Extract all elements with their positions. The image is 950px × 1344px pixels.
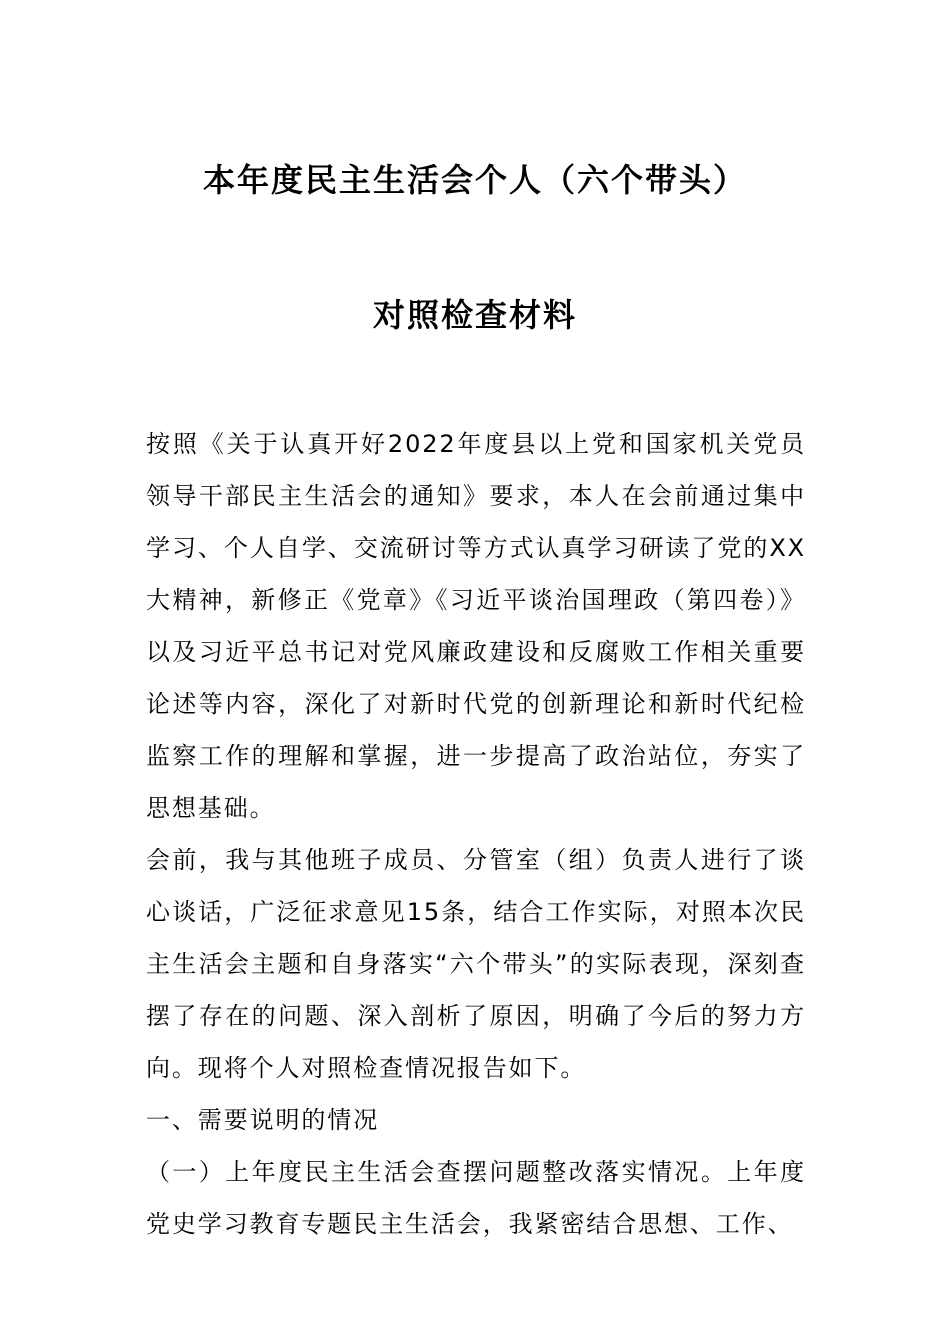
body-paragraph-2: 会前，我与其他班子成员、分管室（组）负责人进行了谈心谈话，广泛征求意见15条，结合工作实际，对照本次民主生活会主题和自身落实“六个带头”的实际表现，深刻查摆了存在的问题、深入剖析了原因，明确了今后的努力方向。现将个人对照检查情况报告如下。 — [146, 846, 806, 1082]
section-heading: 一、需要说明的情况 — [146, 1106, 380, 1134]
document-title-line-2: 对照检查材料 — [372, 296, 577, 334]
document-title-line-1: 本年度民主生活会个人（六个带头） — [202, 161, 747, 199]
subsection-paragraph: （一）上年度民主生活会查摆问题整改落实情况。上年度党史学习教育专题民主生活会，我紧密结合思想、工作、 — [146, 1158, 806, 1238]
body-paragraph-1: 按照《关于认真开好2022年度县以上党和国家机关党员领导干部民主生活会的通知》要求，本人在会前通过集中学习、个人自学、交流研讨等方式认真学习研读了党的XX大精神，新修正《党章》《习近平谈治国理政（第四卷）》以及习近平总书记对党风廉政建设和反腐败工作相关重要论述等内容，深化了对新时代党的创新理论和新时代纪检监察工作的理解和掌握，进一步提高了政治站位，夯实了思想基础。 — [146, 430, 806, 822]
document-body — [146, 418, 806, 1250]
